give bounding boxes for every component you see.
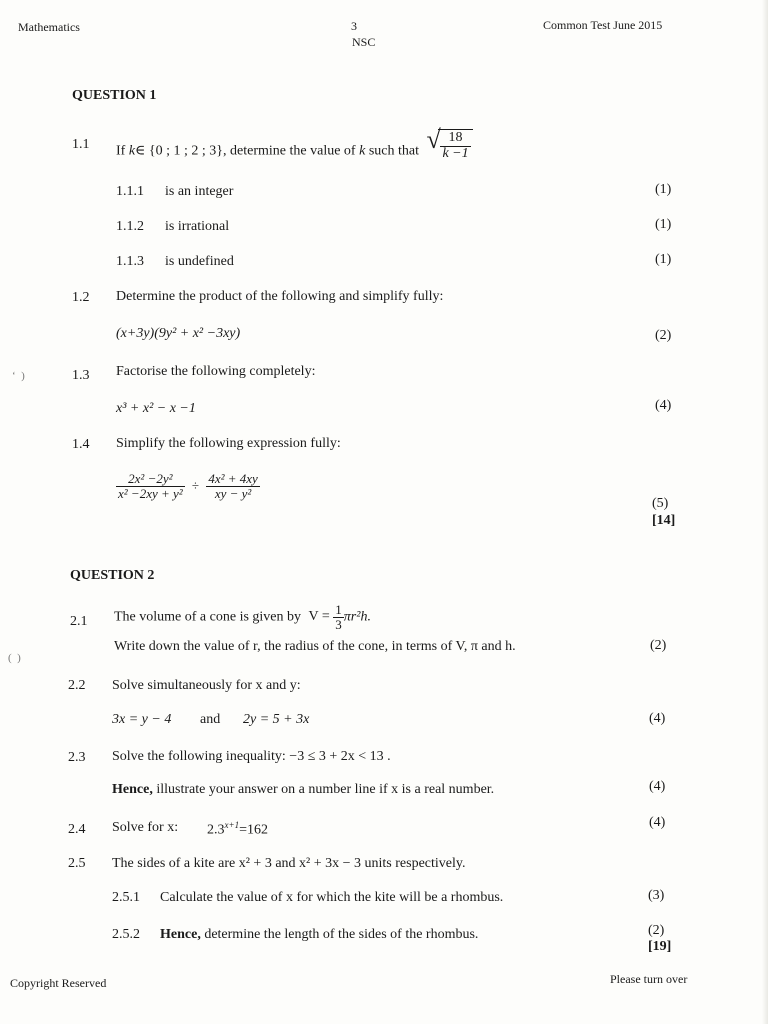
q1-4-number: 1.4 xyxy=(72,437,90,452)
footer-copyright: Copyright Reserved xyxy=(10,976,107,990)
q1-1-2-text: is irrational xyxy=(165,219,230,234)
q2-3-number: 2.3 xyxy=(68,750,86,765)
q2-5-1-mark: (3) xyxy=(648,888,665,903)
q1-1-1-mark: (1) xyxy=(655,182,672,197)
q1-4-text: Simplify the following expression fully: xyxy=(116,436,341,451)
header-subject: Mathematics xyxy=(18,20,80,34)
q2-4-number: 2.4 xyxy=(68,822,86,837)
q2-2-equation-a: 3x = y − 4 xyxy=(112,712,172,727)
q1-2-mark: (2) xyxy=(655,328,672,343)
q2-4-equation: $2.3^{x+1}=162$ xyxy=(207,820,268,838)
q2-1-number: 2.1 xyxy=(70,614,88,629)
q1-1-text: If k∈ {0 ; 1 ; 2 ; 3}, determine the value of k such that √ $\frac{18}{k -1}$ xyxy=(116,135,473,167)
scan-speck: ( ) xyxy=(8,652,21,664)
q1-2-text: Determine the product of the following and simplify fully: xyxy=(116,289,444,304)
q1-2-number: 1.2 xyxy=(72,290,90,305)
q2-3-mark: (4) xyxy=(649,779,666,794)
page-edge-shadow xyxy=(762,0,768,1024)
q2-2-equation-b: 2y = 5 + 3x xyxy=(243,712,310,727)
q2-2-text: Solve simultaneously for x and y: xyxy=(112,678,301,693)
sqrt-expression: √ $\frac{18}{k -1}$ xyxy=(426,129,472,161)
q2-1-text-a: The volume of a cone is given by V = $\frac{1}{3}$ πr²h. xyxy=(114,602,371,632)
q2-4-text: Solve for x: xyxy=(112,820,179,835)
footer-turn-over: Please turn over xyxy=(610,972,688,986)
q1-3-mark: (4) xyxy=(655,398,672,413)
q2-5-text: The sides of a kite are x² + 3 and x² + 3x − 3 units respectively. xyxy=(112,856,466,871)
q2-3-text-b: Hence, illustrate your answer on a number line if x is a real number. xyxy=(112,782,495,797)
q1-2-expression: (x+3y)(9y² + x² −3xy) xyxy=(116,326,241,341)
header-nsc: NSC xyxy=(352,35,376,49)
q1-1-2-mark: (1) xyxy=(655,217,672,232)
q1-total: [14] xyxy=(652,513,676,528)
scan-speck: ‘ ) xyxy=(12,370,25,382)
q1-1-1-text: is an integer xyxy=(165,184,234,199)
q1-1-1-number: 1.1.1 xyxy=(116,184,144,199)
q1-1-3-text: is undefined xyxy=(165,254,234,269)
q2-5-2-mark: (2) xyxy=(648,923,665,938)
q1-3-number: 1.3 xyxy=(72,368,90,383)
q1-1-3-number: 1.1.3 xyxy=(116,254,144,269)
q2-2-mark: (4) xyxy=(649,711,666,726)
q2-5-1-text: Calculate the value of x for which the kite will be a rhombus. xyxy=(160,890,504,905)
q2-1-text-b: Write down the value of r, the radius of the cone, in terms of V, π and h. xyxy=(114,639,516,654)
question-1-title: QUESTION 1 xyxy=(72,88,157,103)
q1-4-mark: (5) xyxy=(652,496,669,511)
q1-1-3-mark: (1) xyxy=(655,252,672,267)
q2-total: [19] xyxy=(648,939,672,954)
q1-1-number: 1.1 xyxy=(72,137,90,152)
q2-2-and: and xyxy=(200,712,221,727)
q2-5-1-number: 2.5.1 xyxy=(112,890,140,905)
q1-3-text: Factorise the following completely: xyxy=(116,364,316,379)
q1-4-expression: $\frac{\text{2x² −2y²}}{\text{x² −2xy + y²}}$ ÷ $\frac{\text{4x² + 4xy}}{\text{xy − y²}}$ xyxy=(118,471,258,501)
q2-1-mark: (2) xyxy=(650,638,667,653)
q2-5-2-number: 2.5.2 xyxy=(112,927,140,942)
q2-4-mark: (4) xyxy=(649,815,666,830)
q2-3-text: Solve the following inequality: −3 ≤ 3 + 2x < 13 . xyxy=(112,749,391,764)
q2-5-2-text: Hence, determine the length of the sides of the rhombus. xyxy=(160,927,479,942)
question-2-title: QUESTION 2 xyxy=(70,568,155,583)
header-page-number: 3 xyxy=(351,19,357,33)
q1-1-2-number: 1.1.2 xyxy=(116,219,144,234)
q2-2-number: 2.2 xyxy=(68,678,86,693)
q2-5-number: 2.5 xyxy=(68,856,86,871)
header-test-name: Common Test June 2015 xyxy=(543,18,663,32)
q1-3-expression: x³ + x² − x −1 xyxy=(116,401,196,416)
